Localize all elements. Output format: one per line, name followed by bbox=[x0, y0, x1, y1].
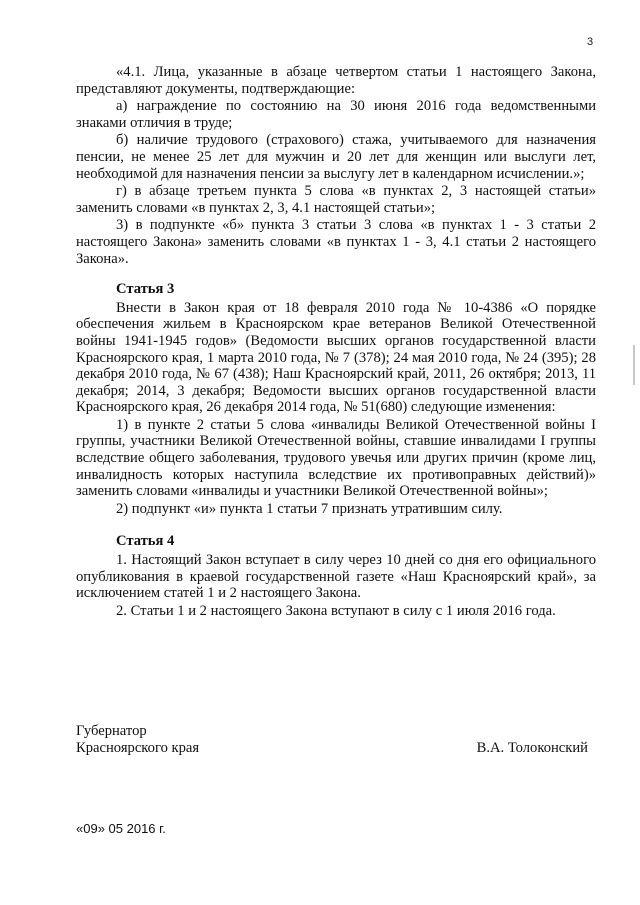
paragraph-4-1: «4.1. Лица, указанные в абзаце четвертом статьи 1 настоящего Закона, представляют документы, подтверждающие: bbox=[76, 64, 596, 97]
article-3-intro: Внести в Закон края от 18 февраля 2010 года № 10-4386 «О порядке обеспечения жильем в Красноярском крае ветеранов Великой Отечественной войны 1941-1945 годов» (Ведомости высших органов государственной власти Красноярского края, 1 марта 2010 года, № 7 (378); 24 мая 2010 года, № 24 (395); 28 декабря 2010 года, № 67 (438); Наш Красноярский край, 2011, 26 октября; 2013, 11 декабря; 2014, 3 декабря; Ведомости высших органов государственной власти Красноярского края, 26 декабря 2014 года, № 51(680) следующие изменения: bbox=[76, 299, 596, 416]
page-number: 3 bbox=[587, 36, 594, 48]
article-3-heading: Статья 3 bbox=[116, 281, 175, 298]
article-4-heading: Статья 4 bbox=[116, 533, 175, 550]
signature-block bbox=[76, 723, 596, 757]
signatory-name: В.А. Толоконский bbox=[476, 740, 588, 756]
paragraph-b: б) наличие трудового (страхового) стажа, учитываемого для назначения пенсии, не менее 25 лет для мужчин и 20 лет для женщин или выслуги лет, необходимой для назначения пенсии за выслугу лет в календарном исчислении.»; bbox=[76, 132, 596, 182]
article-4-item-1: 1. Настоящий Закон вступает в силу через 10 дней со дня его официального опубликования в краевой государственной газете «Наш Красноярский край», за исключением статей 1 и 2 настоящего Закона. bbox=[76, 552, 596, 602]
signature-title-line1: Губернатор bbox=[76, 723, 147, 739]
signature-title-line2: Красноярского края bbox=[76, 740, 200, 756]
paragraph-a: а) награждение по состоянию на 30 июня 2016 года ведомственными знаками отличия в труде; bbox=[76, 98, 596, 131]
margin-scan-mark bbox=[633, 345, 635, 385]
document-date: «09» 05 2016 г. bbox=[76, 821, 166, 836]
article-4-item-2: 2. Статьи 1 и 2 настоящего Закона вступают в силу с 1 июля 2016 года. bbox=[116, 602, 556, 619]
paragraph-g: г) в абзаце третьем пункта 5 слова «в пунктах 2, 3 настоящей статьи» заменить словами «в пунктах 2, 3, 4.1 настоящей статьи»; bbox=[76, 183, 596, 216]
article-3-item-2: 2) подпункт «и» пункта 1 статьи 7 признать утратившим силу. bbox=[116, 500, 503, 517]
article-3-item-1: 1) в пункте 2 статьи 5 слова «инвалиды Великой Отечественной войны I группы, участники Великой Отечественной войны, ставшие инвалидами I группы вследствие общего заболевания, трудового увечья или других причин (кроме лиц, инвалидность которых наступила вследствие их противоправных действий)» заменить словами «инвалиды и участники Великой Отечественной войны»; bbox=[76, 416, 596, 500]
paragraph-3: 3) в подпункте «б» пункта 3 статьи 3 слова «в пунктах 1 - 3 статьи 2 настоящего Закона» заменить словами «в пунктах 1 - 3, 4.1 статьи 2 настоящего Закона». bbox=[76, 217, 596, 267]
document-body bbox=[76, 64, 596, 620]
